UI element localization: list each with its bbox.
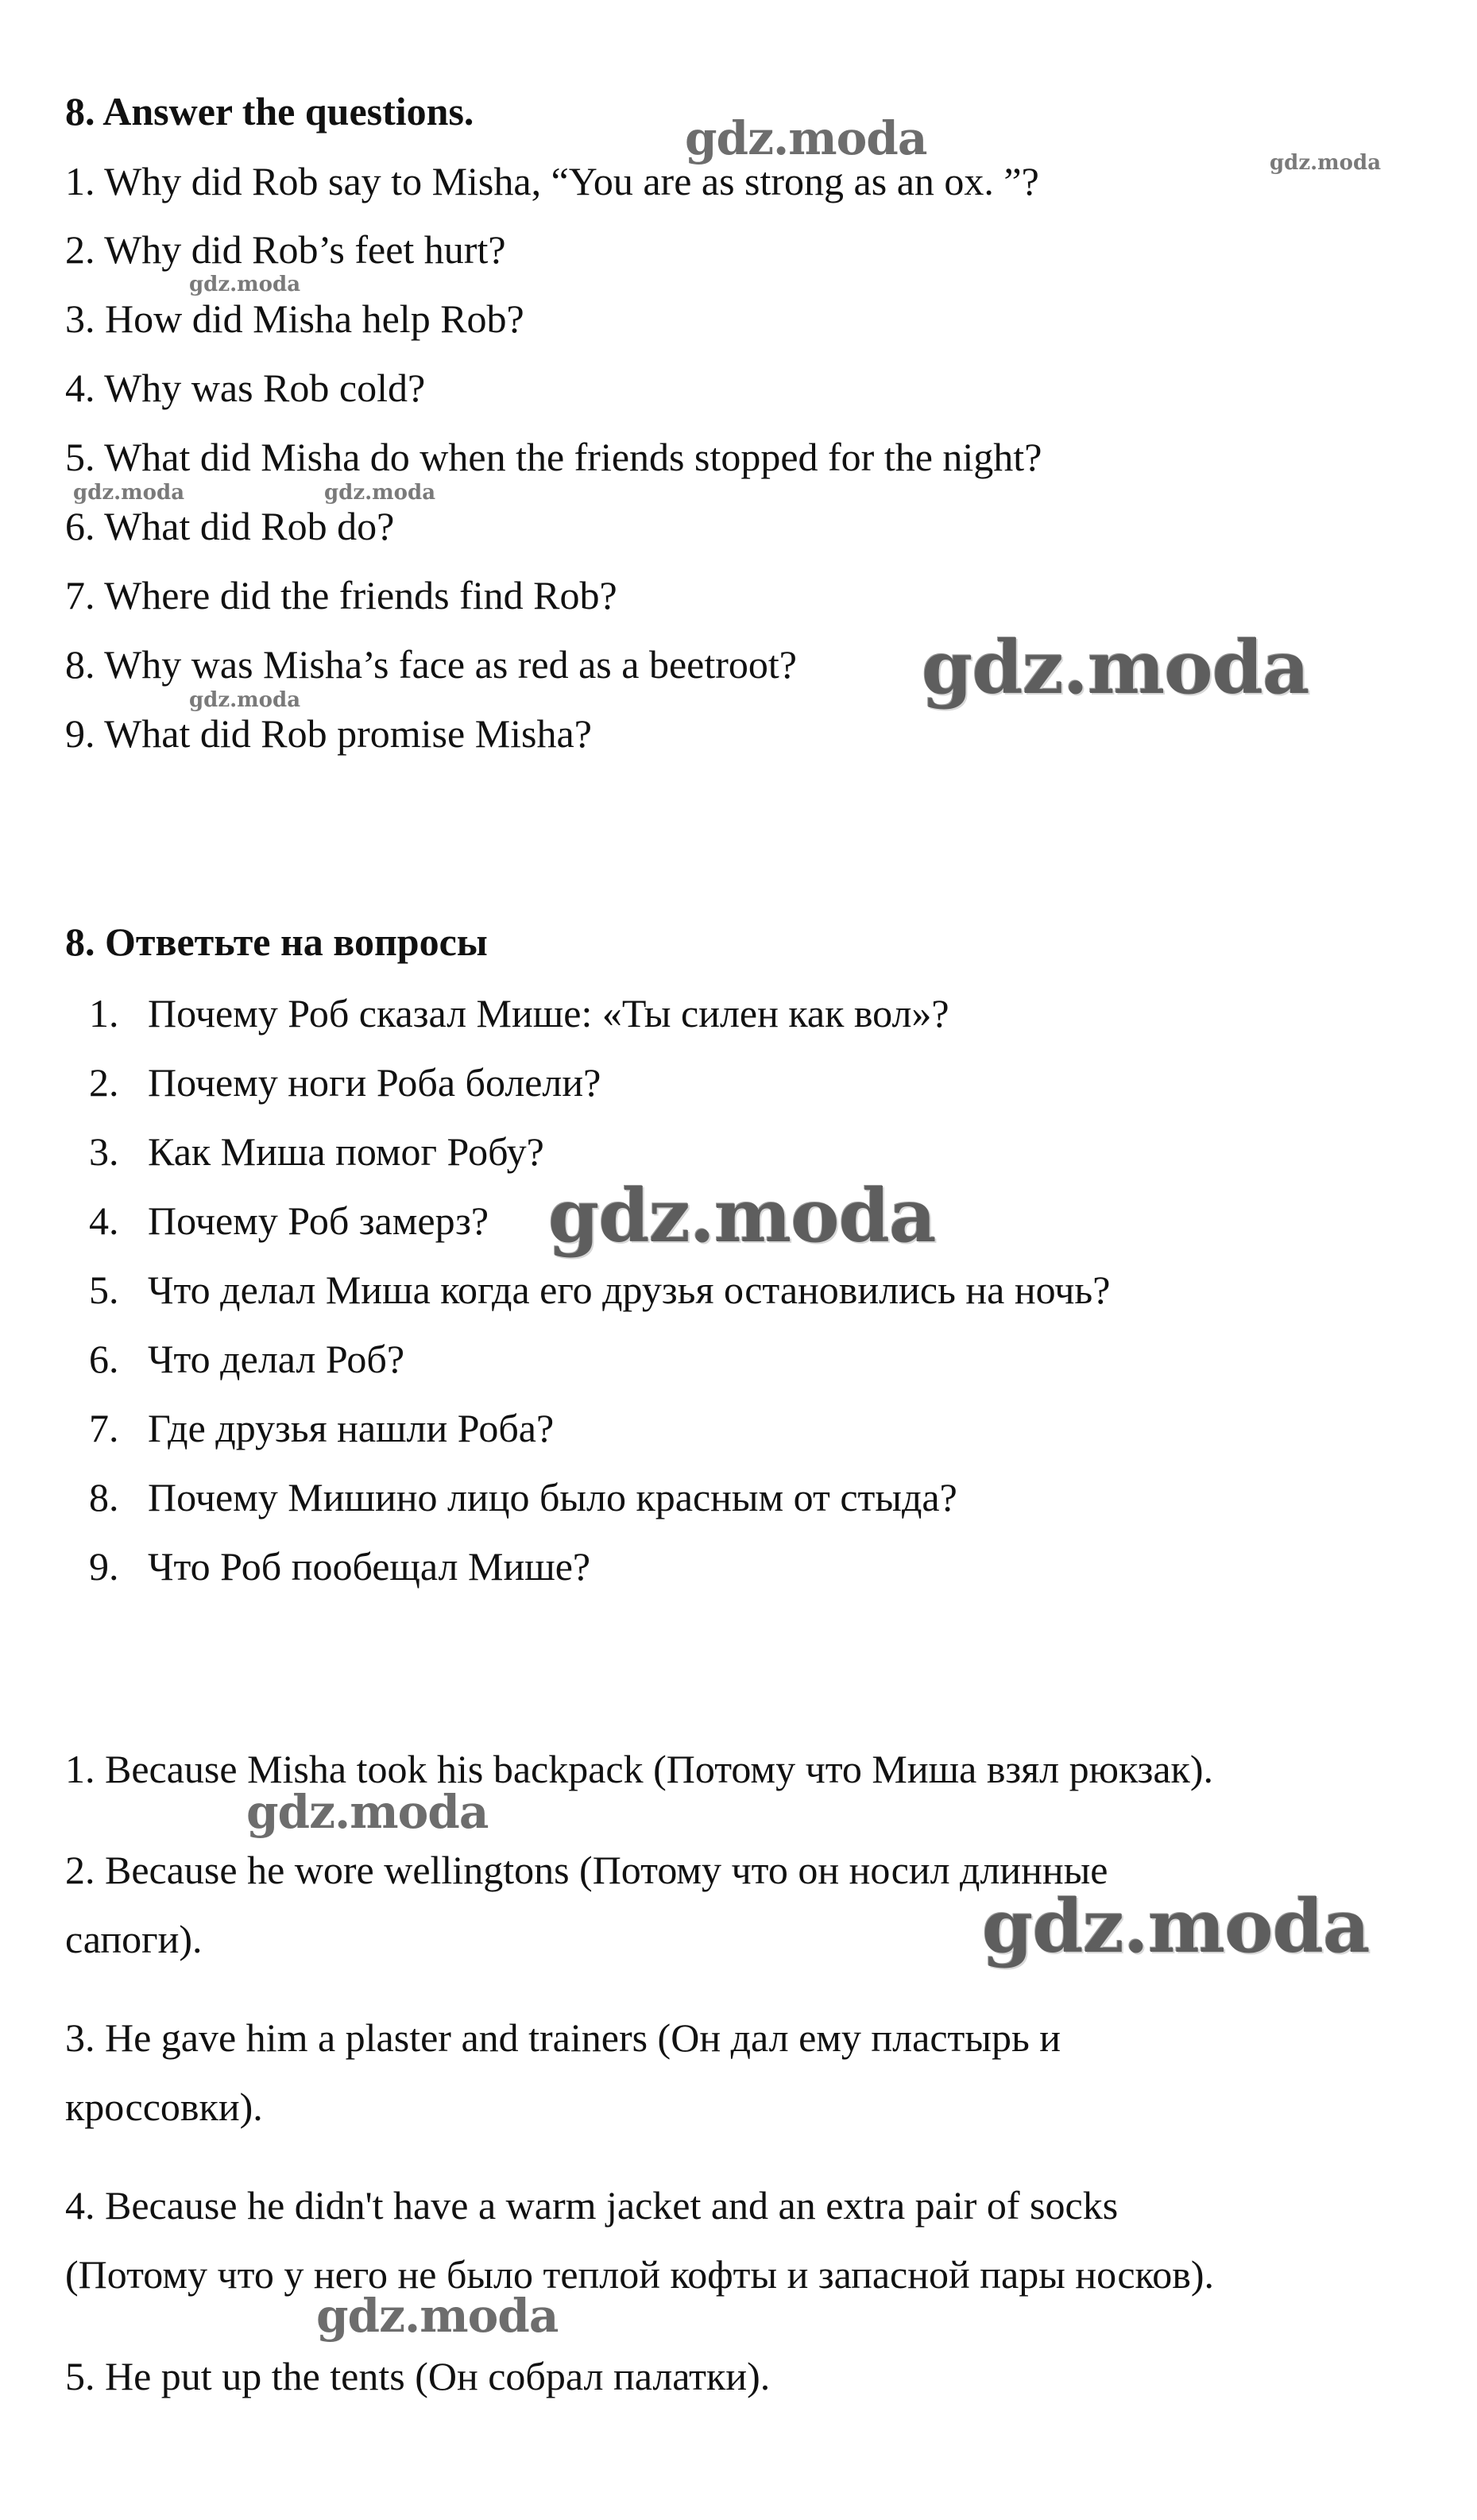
question-number: 4. bbox=[89, 1198, 119, 1243]
russian-question bbox=[89, 1335, 404, 1383]
answer-line: 5. He put up the tents (Он собрал палатки). bbox=[65, 2354, 771, 2398]
russian-question bbox=[89, 1404, 554, 1452]
question-text: Почему ноги Роба болели? bbox=[148, 1060, 601, 1105]
question-number: 9. bbox=[89, 1544, 119, 1589]
english-question: 4. Why was Rob cold? bbox=[65, 366, 426, 410]
answer-line: 2. Because he wore wellingtons (Потому что он носил длинные bbox=[65, 1848, 1108, 1892]
watermark: gdz.moda bbox=[324, 481, 436, 505]
russian-heading: 8. Ответьте на вопросы bbox=[65, 919, 488, 964]
answer-line: (Потому что у него не было теплой кофты и запасной пары носков). bbox=[65, 2252, 1215, 2297]
question-number: 8. bbox=[89, 1475, 119, 1519]
question-text: Что делал Миша когда его друзья остановились на ночь? bbox=[148, 1268, 1111, 1312]
question-text: Где друзья нашли Роба? bbox=[148, 1406, 555, 1450]
russian-question bbox=[89, 1473, 957, 1521]
english-heading: 8. Answer the questions. bbox=[65, 89, 474, 134]
question-number: 3. bbox=[89, 1129, 119, 1174]
answer-line: 4. Because he didn't have a warm jacket and an extra pair of socks bbox=[65, 2183, 1119, 2228]
russian-question bbox=[89, 1266, 1110, 1314]
russian-question bbox=[89, 989, 949, 1037]
watermark: gdz.moda bbox=[548, 1173, 936, 1259]
answer-line: кроссовки). bbox=[65, 2085, 263, 2129]
question-number: 5. bbox=[89, 1268, 119, 1312]
english-question: 6. What did Rob do? bbox=[65, 504, 395, 548]
question-number: 2. bbox=[89, 1060, 119, 1105]
question-number: 6. bbox=[89, 1337, 119, 1381]
watermark: gdz.moda bbox=[189, 688, 301, 712]
english-question: 2. Why did Rob’s feet hurt? bbox=[65, 227, 506, 272]
watermark: gdz.moda bbox=[73, 481, 185, 505]
watermark: gdz.moda bbox=[1270, 151, 1382, 175]
english-question: 8. Why was Misha’s face as red as a beetroot? bbox=[65, 642, 797, 687]
russian-question bbox=[89, 1128, 544, 1175]
answer-line: сапоги). bbox=[65, 1917, 203, 1961]
watermark: gdz.moda bbox=[982, 1883, 1370, 1969]
watermark: gdz.moda bbox=[922, 625, 1309, 710]
question-text: Что Роб пообещал Мише? bbox=[148, 1544, 591, 1589]
question-text: Как Миша помог Робу? bbox=[148, 1129, 544, 1174]
english-question: 5. What did Misha do when the friends stopped for the night? bbox=[65, 435, 1042, 479]
question-number: 7. bbox=[89, 1406, 119, 1450]
answer-line: 3. He gave him a plaster and trainers (Он дал ему пластырь и bbox=[65, 2015, 1061, 2060]
english-question: 3. How did Misha help Rob? bbox=[65, 296, 524, 341]
russian-question bbox=[89, 1059, 601, 1106]
english-question: 1. Why did Rob say to Misha, “You are as strong as an ox. ”? bbox=[65, 159, 1039, 203]
watermark: gdz.moda bbox=[246, 1785, 489, 1839]
english-question: 9. What did Rob promise Misha? bbox=[65, 711, 592, 756]
answer-line: 1. Because Misha took his backpack (Потому что Миша взял рюкзак). bbox=[65, 1747, 1213, 1791]
watermark: gdz.moda bbox=[189, 273, 301, 296]
question-text: Почему Роб замерз? bbox=[148, 1198, 489, 1243]
question-text: Почему Роб сказал Мише: «Ты силен как вол»? bbox=[148, 991, 949, 1035]
watermark: gdz.moda bbox=[316, 2289, 559, 2343]
question-text: Почему Мишино лицо было красным от стыда? bbox=[148, 1475, 957, 1519]
question-number: 1. bbox=[89, 991, 119, 1035]
question-text: Что делал Роб? bbox=[148, 1337, 405, 1381]
english-question: 7. Where did the friends find Rob? bbox=[65, 573, 617, 617]
russian-question bbox=[89, 1197, 489, 1245]
watermark: gdz.moda bbox=[685, 111, 927, 165]
russian-question bbox=[89, 1543, 590, 1590]
